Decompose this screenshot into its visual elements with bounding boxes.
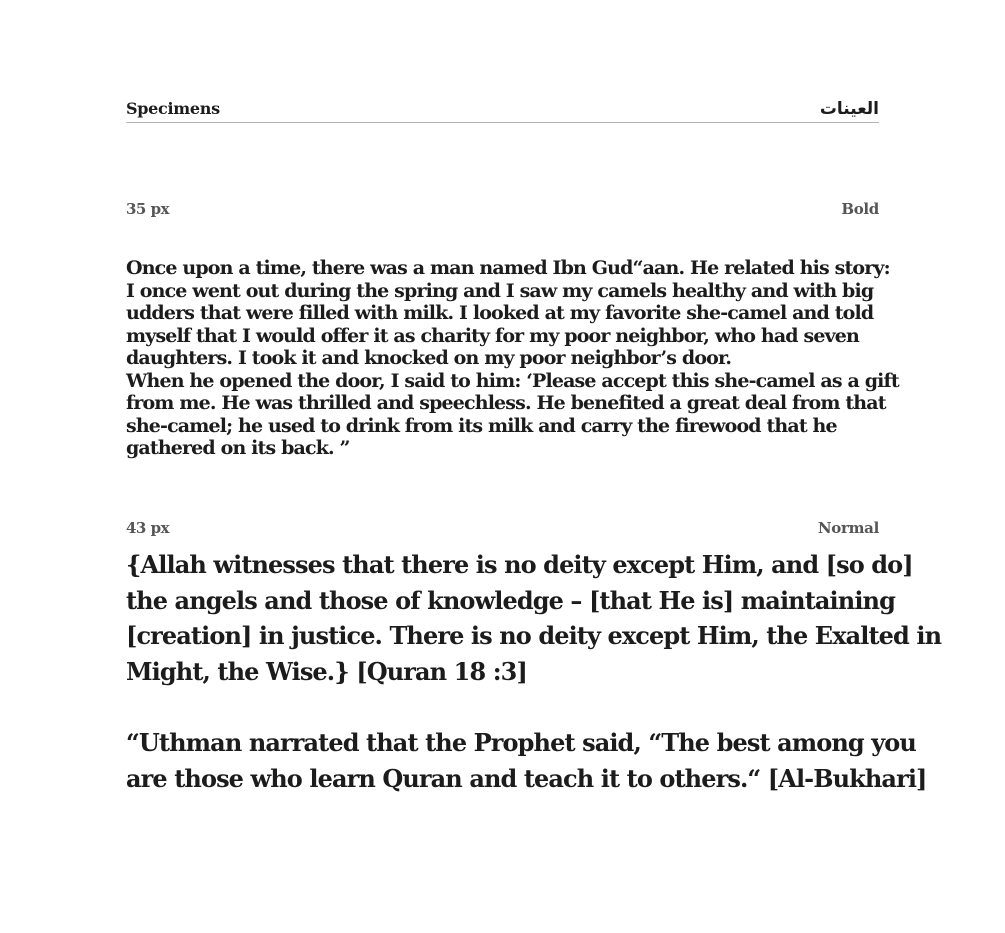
specimen-quote-hadith — [126, 725, 927, 796]
quote-line: the angels and those of knowledge – [that He is] maintaining — [126, 585, 895, 615]
header-title-english: Specimens — [126, 99, 220, 118]
specimen-paragraph-bold — [126, 257, 899, 460]
paragraph-line: gathered on its back. ” — [126, 437, 350, 459]
paragraph-line: she-camel; he used to drink from its milk and carry the firewood that he — [126, 414, 837, 437]
specimen-quote-quran — [126, 547, 942, 689]
hadith-line: “Uthman narrated that the Prophet said, “The best among you — [126, 728, 916, 757]
font-weight-label: Normal — [817, 519, 879, 537]
font-size-label: 43 px — [126, 519, 170, 537]
paragraph-line: from me. He was thrilled and speechless. He benefited a great deal from that — [126, 392, 886, 414]
quote-line: Might, the Wise.} [Quran 18 :3] — [126, 656, 527, 686]
paragraph-line: myself that I would offer it as charity for my poor neighbor, who had seven — [126, 324, 859, 347]
paragraph-line: When he opened the door, I said to him: ‘Please accept this she-camel as a gift — [126, 369, 899, 392]
paragraph-line: daughters. I took it and knocked on my poor neighbor’s door. — [126, 347, 732, 369]
paragraph-line: udders that were filled with milk. I looked at my favorite she-camel and told — [126, 302, 874, 324]
paragraph-line: Once upon a time, there was a man named Ibn Gud“aan. He related his story: — [126, 257, 890, 279]
quote-line: [creation] in justice. There is no deity except Him, the Exalted in — [126, 621, 942, 650]
font-size-label: 35 px — [126, 200, 170, 218]
header-title-arabic: العينات — [819, 99, 879, 119]
font-weight-label: Bold — [841, 200, 879, 218]
specimens-header — [126, 98, 879, 123]
paragraph-line: I once went out during the spring and I saw my camels healthy and with big — [126, 279, 874, 302]
quote-line: {Allah witnesses that there is no deity except Him, and [so do] — [126, 550, 913, 579]
specimen-meta-bold — [126, 199, 879, 219]
hadith-line: are those who learn Quran and teach it to others.“ [Al-Bukhari] — [126, 763, 927, 793]
specimen-meta-normal — [126, 518, 879, 538]
